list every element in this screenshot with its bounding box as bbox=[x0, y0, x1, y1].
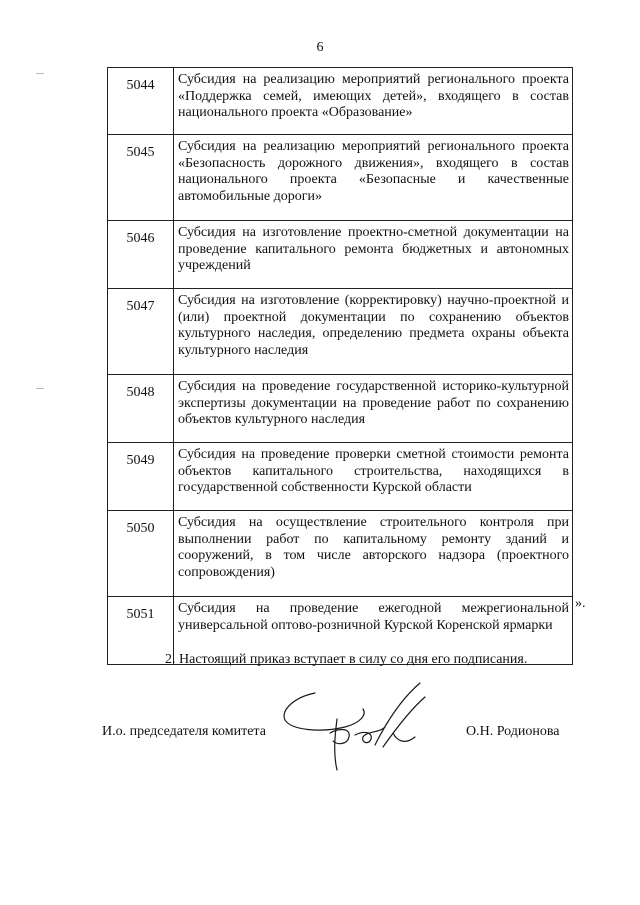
row-description: Субсидия на реализацию мероприятий регионального проекта «Поддержка семей, имеющих детей», входящего в состав национального проекта «Образование» bbox=[174, 68, 573, 135]
scan-edge-mark bbox=[36, 73, 44, 74]
table-row bbox=[108, 443, 573, 511]
table-row bbox=[108, 135, 573, 221]
table-row bbox=[108, 511, 573, 597]
row-description: Субсидия на проведение ежегодной межрегиональной универсальной оптово-розничной Курской Коренской ярмарки bbox=[174, 597, 573, 665]
row-description: Субсидия на проведение государственной историко-культурной экспертизы документации на проведение работ по сохранению объектов культурного наследия bbox=[174, 375, 573, 443]
row-code: 5045 bbox=[108, 135, 174, 221]
table-row bbox=[108, 68, 573, 135]
row-code: 5048 bbox=[108, 375, 174, 443]
row-description: Субсидия на осуществление строительного контроля при выполнении работ по капитальному ремонту зданий и сооружений, в том числе авторского надзора (проектного сопровождения) bbox=[174, 511, 573, 597]
row-code: 5044 bbox=[108, 68, 174, 135]
row-code: 5046 bbox=[108, 221, 174, 289]
budget-codes-table bbox=[107, 67, 573, 665]
row-code: 5051 bbox=[108, 597, 174, 665]
table-row bbox=[108, 221, 573, 289]
paragraph-2: 2. Настоящий приказ вступает в силу со дня его подписания. bbox=[165, 652, 528, 667]
row-code: 5050 bbox=[108, 511, 174, 597]
table-row bbox=[108, 289, 573, 375]
signatory-title: И.о. председателя комитета bbox=[102, 724, 266, 739]
row-code: 5049 bbox=[108, 443, 174, 511]
scan-edge-mark bbox=[36, 388, 44, 389]
row-description: Субсидия на реализацию мероприятий регионального проекта «Безопасность дорожного движения», входящего в состав национального проекта «Безопасные и качественные автомобильные дороги» bbox=[174, 135, 573, 221]
closing-quote: ». bbox=[575, 596, 586, 611]
row-description: Субсидия на проведение проверки сметной стоимости ремонта объектов капитального строительства, находящихся в государственной собственности Курской области bbox=[174, 443, 573, 511]
row-description: Субсидия на изготовление проектно-сметной документации на проведение капитального ремонта бюджетных и автономных учреждений bbox=[174, 221, 573, 289]
signatory-name: О.Н. Родионова bbox=[466, 724, 560, 739]
row-description: Субсидия на изготовление (корректировку) научно-проектной и (или) проектной документации по сохранению объектов культурного наследия, определению предмета охраны объекта культурного наследия bbox=[174, 289, 573, 375]
page-number: 6 bbox=[316, 40, 324, 55]
row-code: 5047 bbox=[108, 289, 174, 375]
handwritten-signature bbox=[275, 675, 445, 780]
table-row bbox=[108, 375, 573, 443]
